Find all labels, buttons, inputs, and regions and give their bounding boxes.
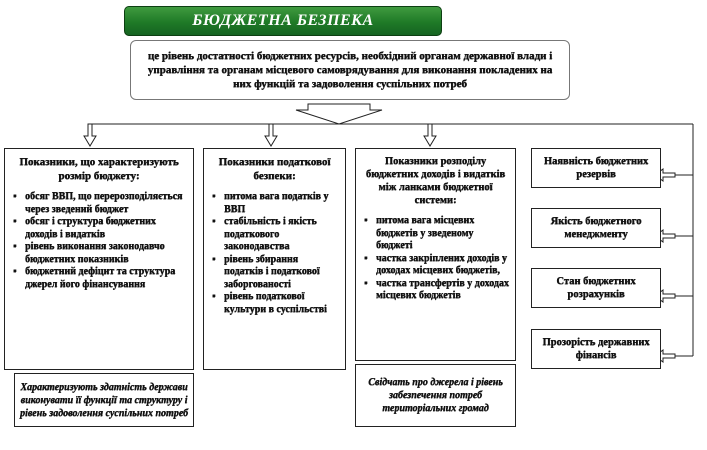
list-item: ▪ частка закріплених доходів у доходах місцевих бюджетів,: [376, 253, 509, 278]
column-tax-security: [203, 148, 346, 370]
list-item: ▪ частка трансфертів у доходах місцевих бюджетів: [376, 278, 509, 303]
note-budget-size: [14, 373, 194, 427]
list-item: ▪ стабільність і якість податкового законодавства: [224, 216, 339, 254]
indicator-list: [11, 191, 187, 291]
note-text: Характеризують здатність держави виконувати її функції та структуру і рівень задоволення суспільних потреб: [20, 381, 188, 419]
list-item: ▪ питома вага податків у ВВП: [224, 191, 339, 216]
definition-box: [130, 40, 570, 100]
definition-text: це рівень достатності бюджетних ресурсів, необхідний органам державної влади і управління та органам місцевого самоврядування для виконання покладених на них функцій та задоволення суспільних потреб: [147, 50, 553, 90]
down-arrow-col1: [84, 124, 96, 146]
box-text: Наявність бюджетних резервів: [543, 156, 649, 180]
list-item: ▪ рівень податкової культури в суспільстві: [224, 291, 339, 316]
diagram-title: [124, 6, 442, 36]
list-item: ▪ питома вага місцевих бюджетів у зведеному бюджеті: [376, 215, 509, 253]
box-budget-reserves: [531, 148, 661, 188]
box-finance-transparency: [531, 329, 661, 369]
note-distribution: [355, 364, 516, 427]
list-item: ▪ рівень збирання податків і податкової заборгованості: [224, 254, 339, 292]
list-item: ▪ обсяг ВВП, що перерозподіляється через зведений бюджет: [25, 191, 187, 216]
box-budget-settlements: [531, 268, 661, 308]
main-down-arrow: [296, 104, 382, 124]
box-text: Якість бюджетного менеджменту: [550, 216, 642, 240]
list-item: ▪ бюджетний дефіцит та структура джерел його фінансування: [25, 266, 187, 291]
box-budget-management: [531, 208, 661, 248]
note-text: Свідчать про джерела і рівень забезпечення потреб територіальних громад: [368, 377, 503, 414]
column-distribution: [355, 148, 516, 361]
column-heading: Показники розподілу бюджетних доходів і видатків між ланками бюджетної системи:: [365, 156, 506, 206]
box-text: Стан бюджетних розрахунків: [556, 276, 636, 300]
down-arrow-col2: [265, 124, 277, 146]
list-item: ▪ рівень виконання законодавчо бюджетних показників: [25, 241, 187, 266]
down-arrow-col3: [424, 124, 436, 146]
box-text: Прозорість державних фінансів: [542, 337, 650, 361]
indicator-list: [210, 191, 339, 316]
column-heading: Показники, що характеризують розмір бюджету:: [19, 156, 179, 182]
column-budget-size: [4, 148, 194, 370]
indicator-list: [362, 215, 509, 303]
list-item: ▪ обсяг і структура бюджетних доходів і видатків: [25, 216, 187, 241]
title-text: БЮДЖЕТНА БЕЗПЕКА: [192, 12, 374, 29]
column-heading: Показники податкової безпеки:: [218, 156, 331, 182]
